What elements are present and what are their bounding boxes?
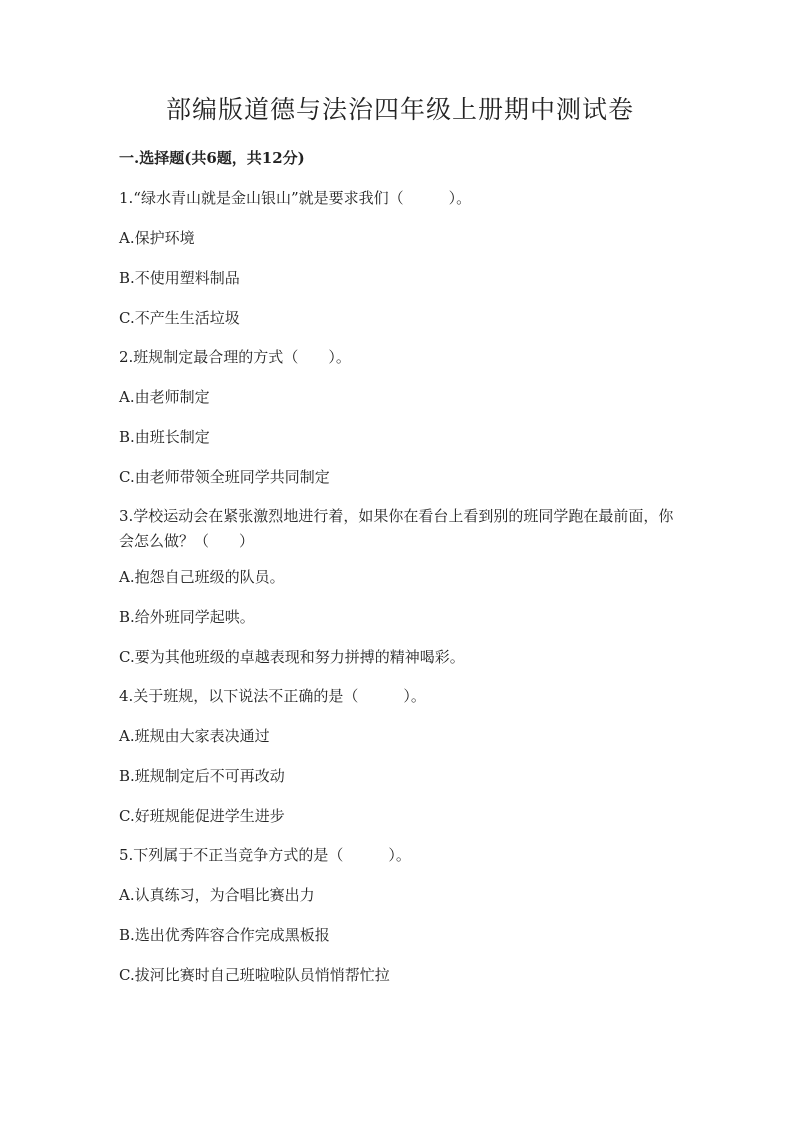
question-1-option-c: C.不产生生活垃圾	[119, 309, 240, 327]
question-2-option-a: A.由老师制定	[119, 388, 210, 406]
question-4-option-c: C.好班规能促进学生进步	[119, 807, 285, 825]
question-1-option-b: B.不使用塑料制品	[119, 269, 240, 287]
question-4-stem: 4.关于班规，以下说法不正确的是（ ）。	[119, 687, 426, 705]
question-5-stem: 5.下列属于不正当竞争方式的是（ ）。	[119, 846, 411, 864]
document-title: 部编版道德与法治四年级上册期中测试卷	[165, 95, 634, 124]
question-1-stem: 1.“绿水青山就是金山银山”就是要求我们（ ）。	[119, 189, 472, 207]
question-3-option-c: C.要为其他班级的卓越表现和努力拼搏的精神喝彩。	[119, 648, 465, 666]
question-5-option-b: B.选出优秀阵容合作完成黑板报	[119, 926, 330, 944]
question-5-option-c: C.拔河比赛时自己班啦啦队员悄悄帮忙拉	[119, 966, 390, 984]
question-2-option-b: B.由班长制定	[119, 428, 210, 446]
section-heading: 一.选择题(共6题，共12分)	[119, 149, 305, 167]
question-3-option-b: B.给外班同学起哄。	[119, 608, 255, 626]
question-5-option-a: A.认真练习，为合唱比赛出力	[119, 886, 315, 904]
question-4-option-a: A.班规由大家表决通过	[119, 727, 270, 745]
question-1-option-a: A.保护环境	[119, 229, 195, 247]
question-2-stem: 2.班规制定最合理的方式（ ）。	[119, 348, 351, 366]
question-2-option-c: C.由老师带领全班同学共同制定	[119, 468, 330, 486]
question-4-option-b: B.班规制定后不可再改动	[119, 767, 285, 785]
question-3-option-a: A.抱怨自己班级的队员。	[119, 568, 285, 586]
question-3-stem: 3.学校运动会在紧张激烈地进行着，如果你在看台上看到别的班同学跑在最前面，你会怎么做？（ ）	[119, 507, 674, 550]
